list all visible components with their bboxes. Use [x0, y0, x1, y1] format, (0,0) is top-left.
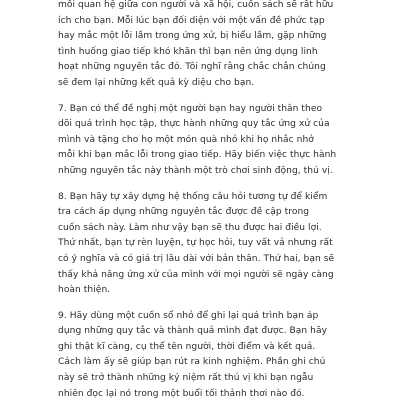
- text-line: ghi thật kĩ càng, cụ thể tên người, thời điểm và kết quả.: [58, 341, 316, 352]
- text-line: mối quan hệ giữa con người và xã hội, cuốn sách sẽ rất hữu: [58, 0, 334, 10]
- text-line: Thứ nhất, bạn tự rèn luyện, tự học hỏi, tuy vất vả nhưng rất: [58, 238, 333, 249]
- paragraph-item-9: [58, 309, 348, 402]
- text-line: tra cách áp dụng những nguyên tắc được đề cập trong: [58, 207, 310, 218]
- text-line: 8. Bạn hãy tự xây dựng hệ thống câu hỏi tương tự để kiểm: [58, 191, 328, 202]
- text-line: nhiên đọc lại nó trong một buổi tối thảnh thơi nào đó.: [58, 388, 305, 399]
- paragraph-intro-continuation: [58, 0, 348, 92]
- text-line: tình huống giao tiếp khó khăn thì bạn nên ứng dụng linh: [58, 46, 318, 57]
- text-line: Cách làm ấy sẽ giúp bạn rút ra kinh nghiệm. Phần ghi chú: [58, 357, 326, 368]
- paragraph-gap: [58, 180, 348, 190]
- text-line: hoàn thiện.: [58, 285, 111, 296]
- document-page: [58, 0, 348, 402]
- paragraph-item-7: [58, 102, 348, 180]
- text-line: có ý nghĩa và có giá trị lâu dài với bản thân. Thứ hai, bạn sẽ: [58, 253, 335, 264]
- text-line: dụng những quy tắc và thành quả mình đạt được. Bạn hãy: [58, 326, 328, 337]
- paragraph-gap: [58, 299, 348, 309]
- text-line: 7. Bạn có thể đề nghị một người bạn hay người thân theo: [58, 103, 323, 114]
- text-line: mỗi khi bạn mắc lỗi trong giao tiếp. Hãy biến việc thực hành: [58, 150, 337, 161]
- text-line: những nguyên tắc này thành một trò chơi sinh động, thú vị.: [58, 165, 333, 176]
- text-line: hoạt những nguyên tắc đó. Tôi nghĩ rằng chắc chắn chúng: [58, 62, 326, 73]
- text-line: sẽ đem lại những kết quả kỳ diệu cho bạn.: [58, 77, 255, 88]
- text-line: hay mắc một lỗi lầm trong ứng xử, bị hiểu lầm, gặp những: [58, 31, 327, 42]
- text-line: dõi quá trình học tập, thực hành những quy tắc ứng xử của: [58, 119, 330, 130]
- paragraph-gap: [58, 92, 348, 102]
- text-line: ích cho bạn. Mỗi lúc bạn đối diện với một vấn đề phức tạp: [58, 15, 325, 26]
- text-line: thấy khả năng ứng xử của mình với mọi người sẽ ngày càng: [58, 269, 334, 280]
- paragraph-item-8: [58, 190, 348, 299]
- text-line: 9. Hãy dùng một cuốn sổ nhỏ để ghi lại quá trình bạn áp: [58, 310, 319, 321]
- text-line: mình và tặng cho họ một món quà nhỏ khi họ nhắc nhở: [58, 134, 314, 145]
- text-line: này sẽ trở thành những kỷ niệm rất thú vị khi bạn ngẫu: [58, 373, 314, 384]
- text-line: cuốn sách này. Làm như vậy bạn sẽ thu được hai điều lợi.: [58, 222, 322, 233]
